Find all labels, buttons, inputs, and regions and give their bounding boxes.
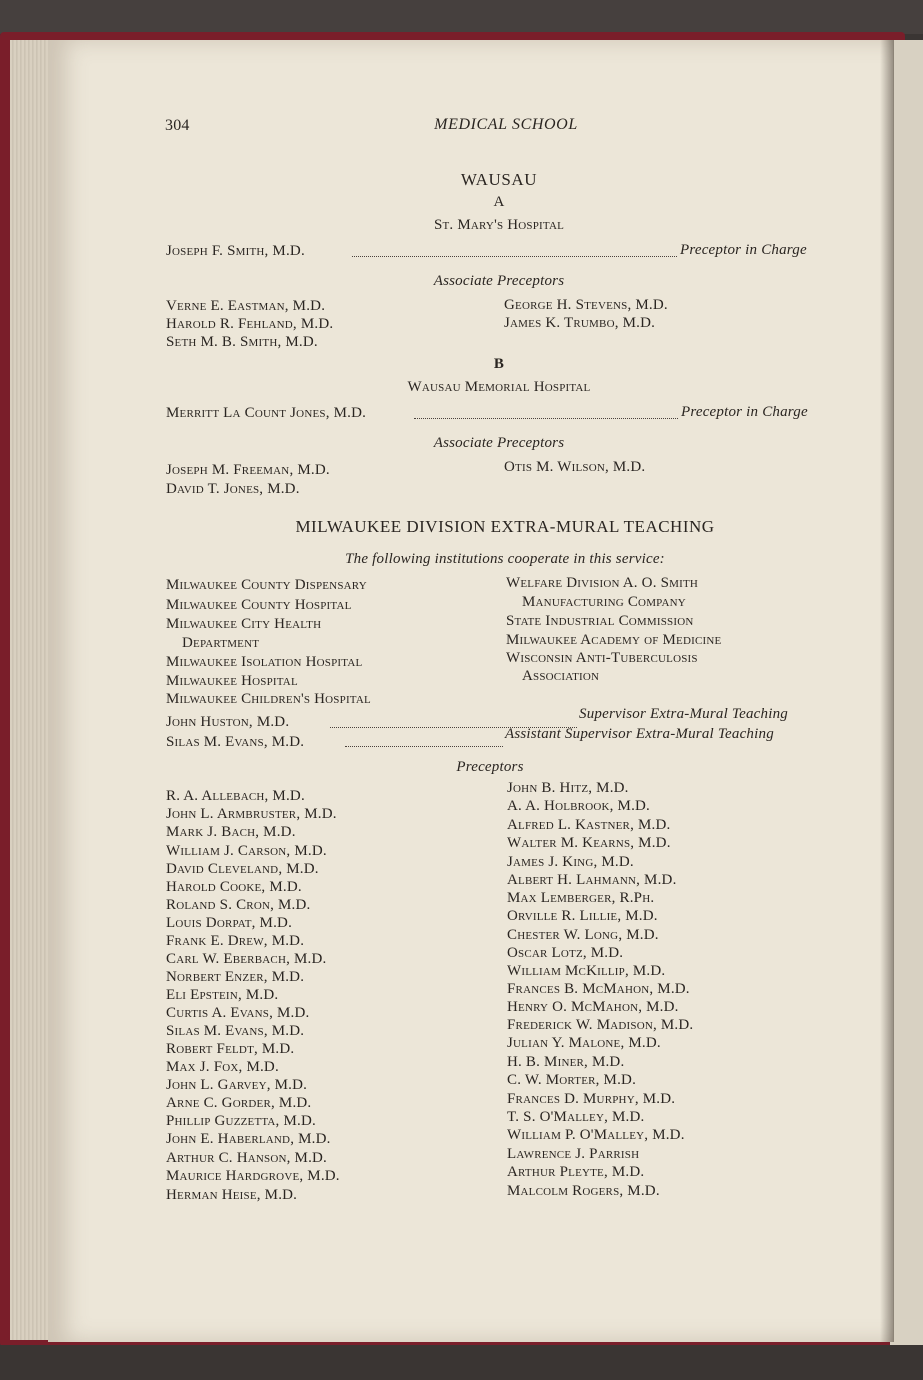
supervisor-role: Supervisor Extra-Mural Teaching [579, 706, 788, 722]
leader-dots [352, 256, 677, 257]
preceptor-name: Eli Epstein, M.D. [166, 987, 279, 1003]
preceptor-name: Lawrence J. Parrish [507, 1146, 640, 1162]
preceptor-name: Alfred L. Kastner, M.D. [507, 817, 671, 833]
preceptor-name: William P. O'Malley, M.D. [507, 1127, 685, 1143]
preceptor-name: Louis Dorpat, M.D. [166, 915, 293, 931]
leader-dots [345, 746, 503, 747]
institution-name: Milwaukee County Dispensary [166, 577, 367, 593]
section-letter-b: B [493, 356, 505, 372]
preceptor-name: Phillip Guzzetta, M.D. [166, 1113, 316, 1129]
associate-name: George H. Stevens, M.D. [504, 297, 668, 313]
hospital-wausau-memorial: Wausau Memorial Hospital [407, 379, 591, 395]
preceptor-name: R. A. Allebach, M.D. [166, 788, 305, 804]
preceptor-name: Oscar Lotz, M.D. [507, 945, 624, 961]
preceptor-name: Frances B. McMahon, M.D. [507, 981, 690, 997]
preceptor-name: C. W. Morter, M.D. [507, 1072, 637, 1088]
gutter-shadow [880, 40, 894, 1342]
preceptor-name: Herman Heise, M.D. [166, 1187, 298, 1203]
preceptor-name: Chester W. Long, M.D. [507, 927, 659, 943]
running-head: MEDICAL SCHOOL [434, 116, 578, 133]
preceptor-name: Max J. Fox, M.D. [166, 1059, 279, 1075]
preceptor-name: Arne C. Gorder, M.D. [166, 1095, 312, 1111]
preceptor-role: Preceptor in Charge [680, 242, 807, 258]
preceptor-name: T. S. O'Malley, M.D. [507, 1109, 645, 1125]
institutions-intro: The following institutions cooperate in this service: [345, 551, 665, 567]
preceptor-name: Joseph F. Smith, M.D. [166, 243, 305, 259]
institution-name-continued: Association [522, 668, 600, 684]
preceptor-name: Merritt La Count Jones, M.D. [166, 405, 367, 421]
preceptor-name: Henry O. McMahon, M.D. [507, 999, 679, 1015]
institution-name: Milwaukee Academy of Medicine [506, 632, 722, 648]
preceptor-name: Silas M. Evans, M.D. [166, 1023, 305, 1039]
preceptor-name: Arthur Pleyte, M.D. [507, 1164, 645, 1180]
preceptor-name: Frederick W. Madison, M.D. [507, 1017, 694, 1033]
preceptor-name: H. B. Miner, M.D. [507, 1054, 625, 1070]
section-letter-a: A [493, 194, 505, 210]
institution-name: Welfare Division A. O. Smith [506, 575, 699, 591]
institution-name: Milwaukee City Health [166, 616, 322, 632]
preceptor-name: John E. Haberland, M.D. [166, 1131, 331, 1147]
institution-name: Milwaukee Isolation Hospital [166, 654, 363, 670]
institution-name: Milwaukee Children's Hospital [166, 691, 371, 707]
preceptor-name: Curtis A. Evans, M.D. [166, 1005, 310, 1021]
preceptor-name: Roland S. Cron, M.D. [166, 897, 311, 913]
city-heading-wausau: WAUSAU [460, 170, 538, 189]
preceptor-name: Carl W. Eberbach, M.D. [166, 951, 327, 967]
associate-heading: Associate Preceptors [433, 273, 565, 289]
preceptor-name: Arthur C. Hanson, M.D. [166, 1150, 328, 1166]
preceptor-name: Julian Y. Malone, M.D. [507, 1035, 661, 1051]
preceptor-name: Mark J. Bach, M.D. [166, 824, 296, 840]
associate-heading: Associate Preceptors [433, 435, 565, 451]
background-top [0, 0, 923, 34]
associate-name: David T. Jones, M.D. [166, 481, 300, 497]
preceptor-name: Frances D. Murphy, M.D. [507, 1091, 676, 1107]
institution-name-continued: Department [182, 635, 260, 651]
preceptors-heading: Preceptors [456, 759, 524, 775]
preceptor-name: Harold Cooke, M.D. [166, 879, 302, 895]
assistant-supervisor-role: Assistant Supervisor Extra-Mural Teaching [505, 726, 774, 742]
preceptor-name: A. A. Holbrook, M.D. [507, 798, 651, 814]
preceptor-name: Orville R. Lillie, M.D. [507, 908, 658, 924]
institution-name-continued: Manufacturing Company [522, 594, 686, 610]
institution-name: Milwaukee County Hospital [166, 597, 352, 613]
preceptor-name: Robert Feldt, M.D. [166, 1041, 295, 1057]
leader-dots [414, 418, 678, 419]
institution-name: State Industrial Commission [506, 613, 694, 629]
preceptor-name: John L. Garvey, M.D. [166, 1077, 308, 1093]
supervisor-name: John Huston, M.D. [166, 714, 290, 730]
preceptor-name: Norbert Enzer, M.D. [166, 969, 305, 985]
facing-page-edge [890, 40, 923, 1360]
preceptor-name: Max Lemberger, R.Ph. [507, 890, 655, 906]
hospital-st-marys: St. Mary's Hospital [433, 217, 565, 233]
preceptor-name: Walter M. Kearns, M.D. [507, 835, 671, 851]
preceptor-name: Albert H. Lahmann, M.D. [507, 872, 677, 888]
associate-name: Seth M. B. Smith, M.D. [166, 334, 318, 350]
assistant-supervisor-name: Silas M. Evans, M.D. [166, 734, 305, 750]
preceptor-role: Preceptor in Charge [681, 404, 808, 420]
preceptor-name: James J. King, M.D. [507, 854, 634, 870]
preceptor-name: David Cleveland, M.D. [166, 861, 319, 877]
associate-name: Verne E. Eastman, M.D. [166, 298, 326, 314]
preceptor-name: William J. Carson, M.D. [166, 843, 327, 859]
associate-name: Otis M. Wilson, M.D. [504, 459, 646, 475]
background-bottom [0, 1345, 923, 1380]
associate-name: Harold R. Fehland, M.D. [166, 316, 334, 332]
associate-name: James K. Trumbo, M.D. [504, 315, 656, 331]
preceptor-name: William McKillip, M.D. [507, 963, 666, 979]
preceptor-name: Maurice Hardgrove, M.D. [166, 1168, 340, 1184]
preceptor-name: John B. Hitz, M.D. [507, 780, 629, 796]
preceptor-name: John L. Armbruster, M.D. [166, 806, 337, 822]
institution-name: Wisconsin Anti-Tuberculosis [506, 650, 698, 666]
preceptor-name: Frank E. Drew, M.D. [166, 933, 305, 949]
associate-name: Joseph M. Freeman, M.D. [166, 462, 330, 478]
institution-name: Milwaukee Hospital [166, 673, 298, 689]
page-number: 304 [165, 117, 190, 134]
section-heading-milwaukee: MILWAUKEE DIVISION EXTRA-MURAL TEACHING [295, 517, 715, 536]
preceptor-name: Malcolm Rogers, M.D. [507, 1183, 660, 1199]
